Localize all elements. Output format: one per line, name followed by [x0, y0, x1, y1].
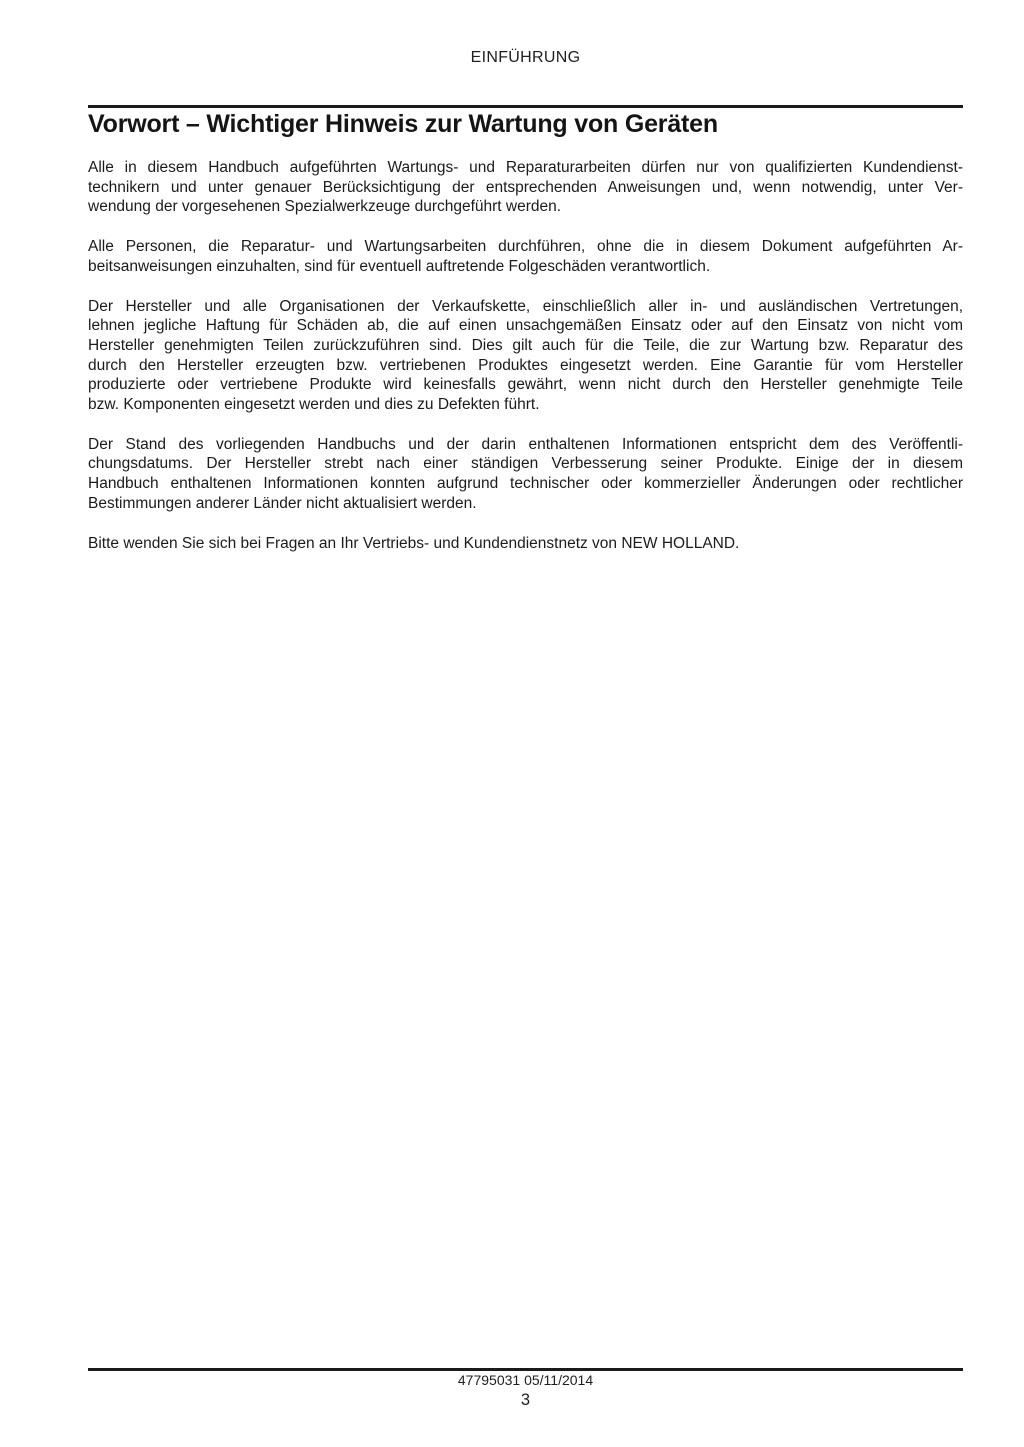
text-line: durch den Hersteller erzeugten bzw. vertriebenen Produktes eingesetzt werden. Eine Garantie für vom Hersteller — [88, 356, 963, 374]
page-number: 3 — [520, 1391, 531, 1409]
text-line: Der Stand des vorliegenden Handbuchs und der darin enthaltenen Informationen entspricht dem des Veröffentli- — [88, 435, 963, 453]
paragraph — [88, 297, 963, 415]
title-divider — [88, 105, 963, 108]
text-line: bzw. Komponenten eingesetzt werden und dies zu Defekten führt. — [88, 396, 540, 414]
text-line: beitsanweisungen einzuhalten, sind für eventuell auftretende Folgeschäden verantwortlich. — [88, 257, 711, 275]
text-line: wendung der vorgesehenen Spezialwerkzeuge durchgeführt werden. — [88, 198, 562, 216]
body-text — [88, 158, 963, 573]
text-line: Alle in diesem Handbuch aufgeführten Wartungs- und Reparaturarbeiten dürfen nur von qualifizierten Kundendienst- — [88, 159, 963, 176]
footer-divider — [88, 1368, 963, 1371]
text-line: Bestimmungen anderer Länder nicht aktualisiert werden. — [88, 494, 477, 512]
text-line: produzierte oder vertriebene Produkte wird keinesfalls gewährt, wenn nicht durch den Hersteller genehmigte Teile — [88, 376, 963, 394]
text-line: lehnen jegliche Haftung für Schäden ab, die auf einen unsachgemäßen Einsatz oder auf den Einsatz von nicht vom — [88, 317, 963, 335]
section-header: EINFÜHRUNG — [470, 49, 581, 66]
page-title: Vorwort – Wichtiger Hinweis zur Wartung von Geräten — [88, 110, 718, 138]
footer-reference: 47795031 05/11/2014 — [457, 1372, 594, 1388]
paragraph — [88, 237, 963, 276]
text-line: chungsdatums. Der Hersteller strebt nach einer ständigen Verbesserung seiner Produkte. Einige der in diesem — [88, 455, 963, 473]
text-line: technikern und unter genauer Berücksichtigung der entsprechenden Anweisungen und, wenn notwendig, unter Ver- — [88, 178, 963, 196]
text-line: Handbuch enthaltenen Informationen konnten aufgrund technischer oder kommerzieller Änderungen oder rechtlicher — [88, 475, 963, 493]
paragraph — [88, 435, 963, 514]
text-line: Bitte wenden Sie sich bei Fragen an Ihr Vertriebs- und Kundendienstnetz von NEW HOLLAND. — [88, 534, 740, 552]
text-line: Alle Personen, die Reparatur- und Wartungsarbeiten durchführen, ohne die in diesem Dokument aufgeführten Ar- — [88, 238, 963, 256]
text-line: Hersteller genehmigten Teilen zurückzuführen sind. Dies gilt auch für die Teile, die zur Wartung bzw. Reparatur des — [88, 336, 963, 354]
text-line: Der Hersteller und alle Organisationen der Verkaufskette, einschließlich aller in- und ausländischen Vertretungen, — [88, 297, 963, 315]
paragraph — [88, 534, 963, 554]
paragraph — [88, 158, 963, 217]
